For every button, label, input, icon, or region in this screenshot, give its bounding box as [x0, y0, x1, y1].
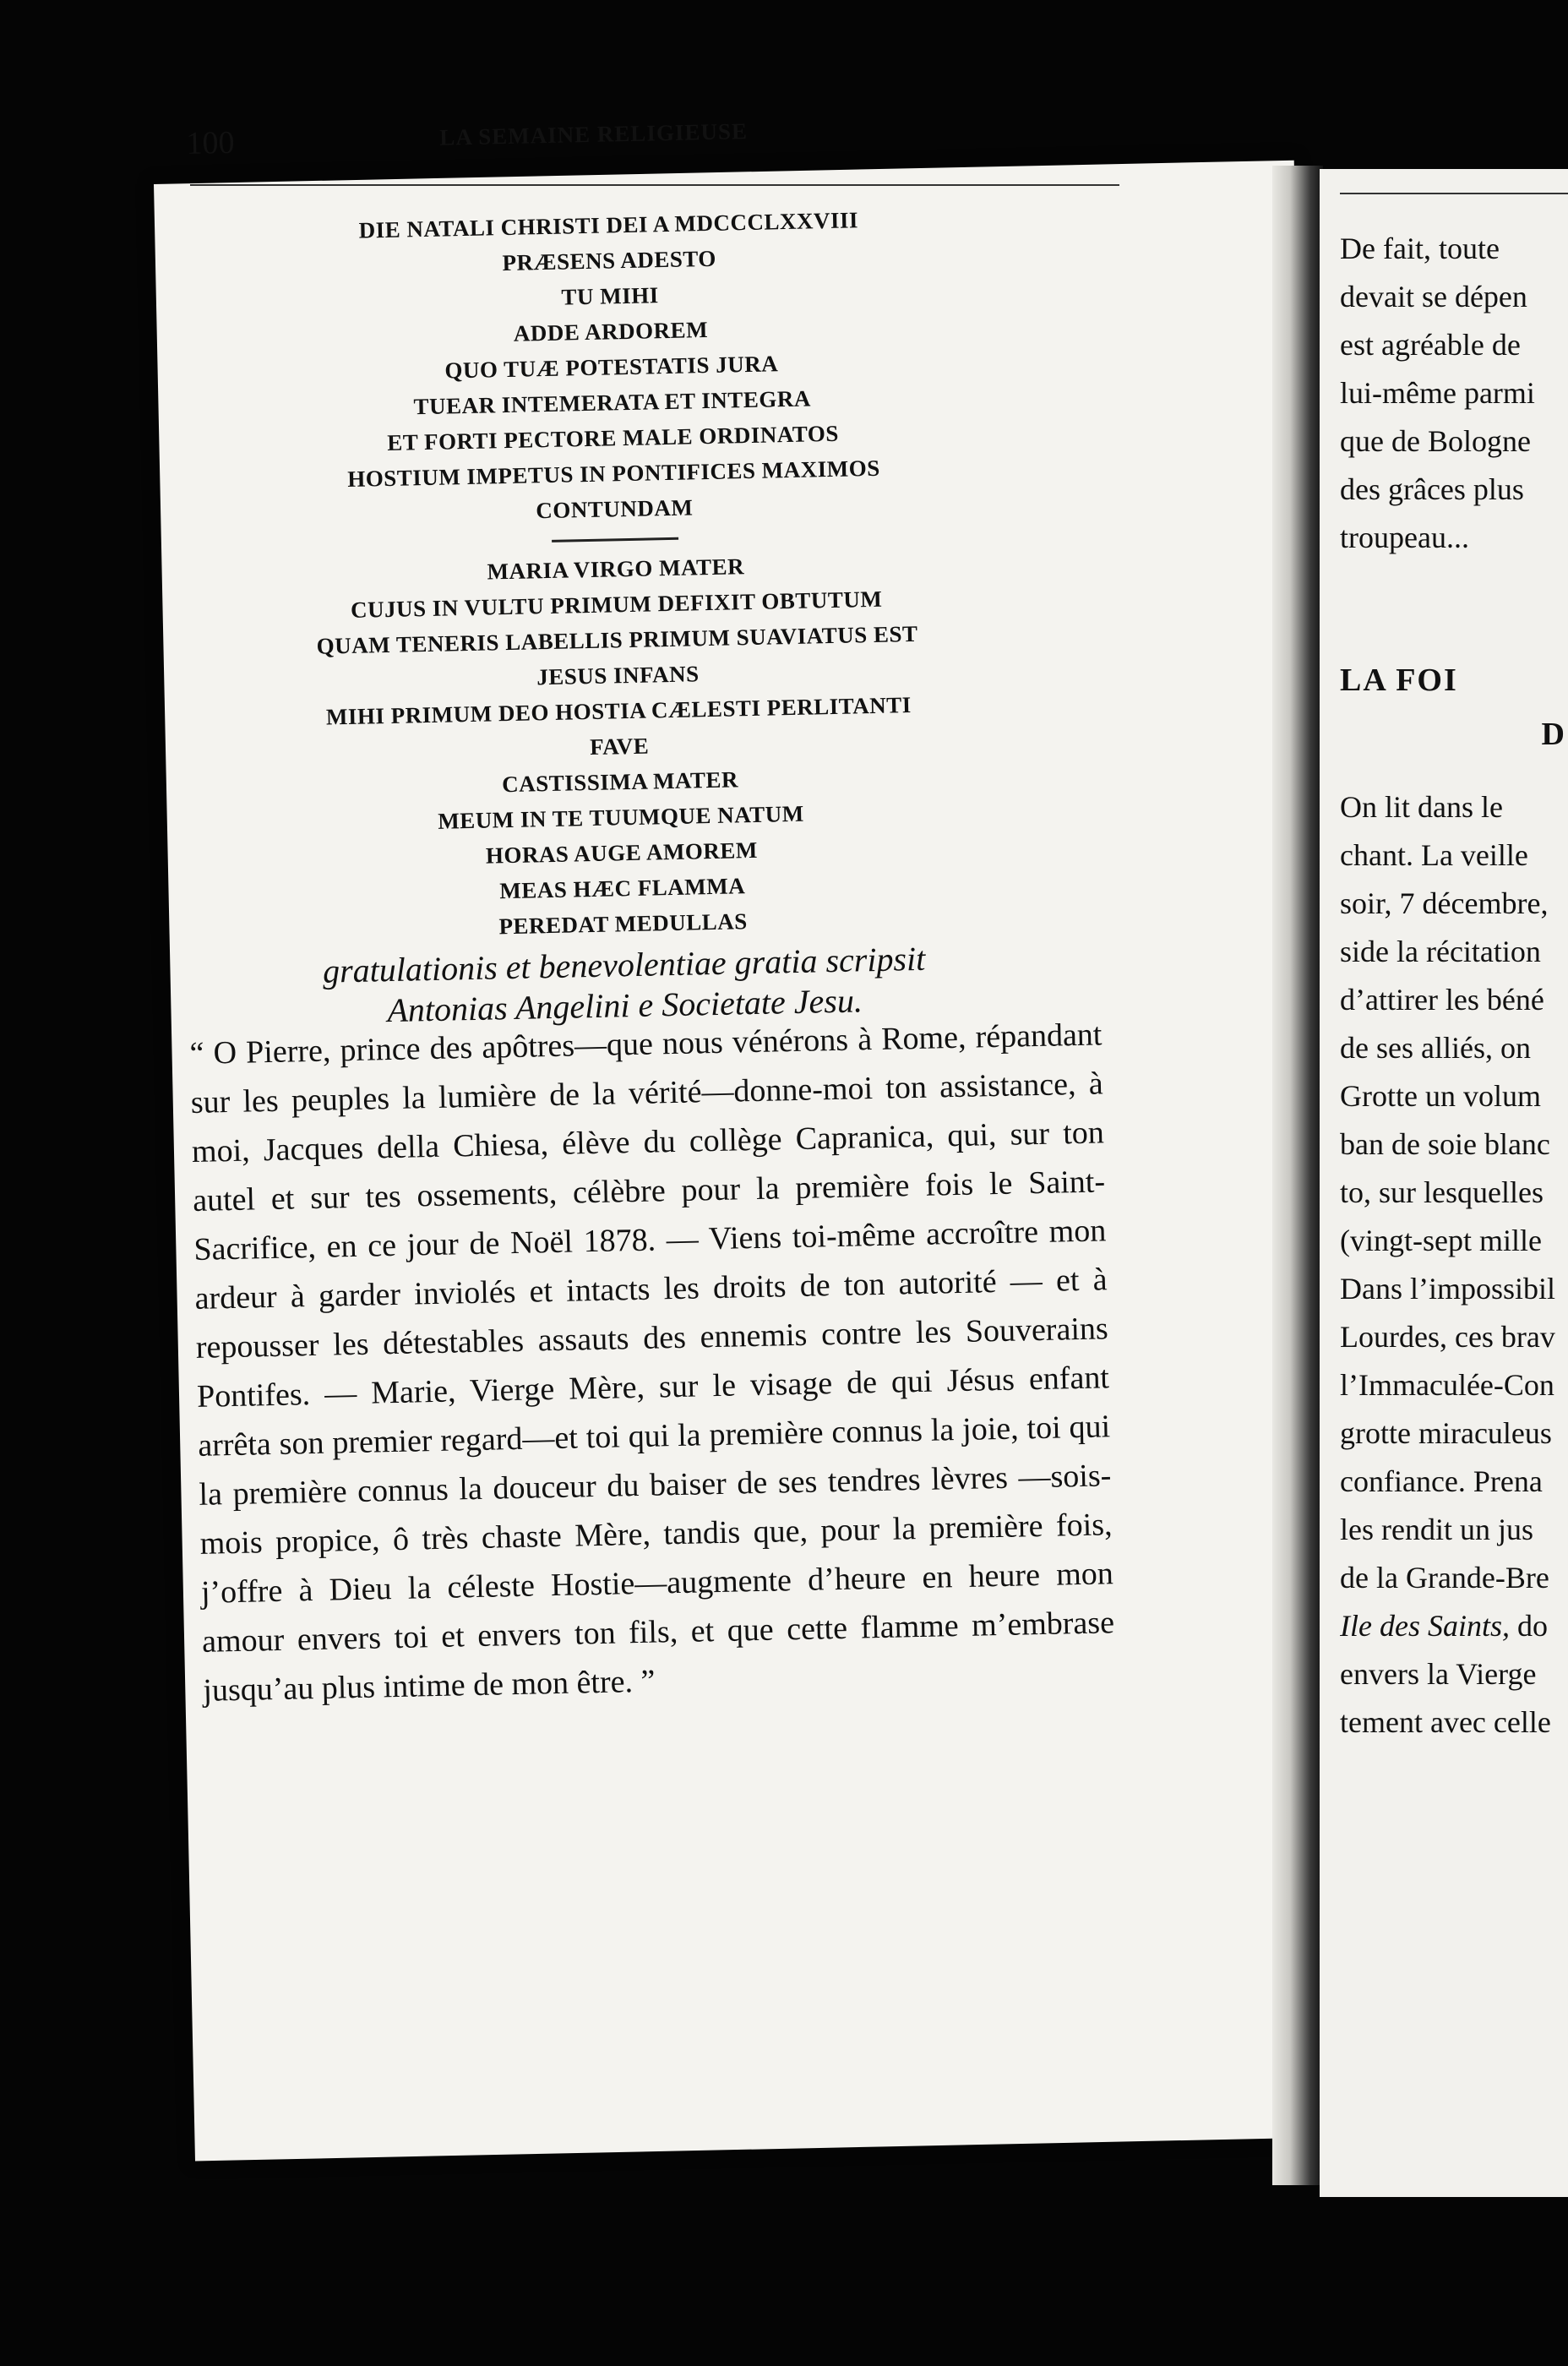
- signature-line: Antonias Angelini e Societate Jesu.: [387, 981, 863, 1030]
- right-text-line: tement avec celle: [1340, 1705, 1551, 1739]
- inscription-line: CUJUS IN VULTU PRIMUM DEFIXIT OBTUTUM: [350, 586, 883, 623]
- right-text-line: side la récitation: [1340, 935, 1541, 968]
- inscription-line: MEUM IN TE TUUMQUE NATUM: [437, 800, 805, 834]
- inscription-line: CONTUNDAM: [536, 494, 694, 524]
- right-text-line: On lit dans le: [1340, 790, 1503, 824]
- signature-line: gratulationis et benevolentiae gratia scripsit: [322, 939, 926, 990]
- right-text-line: d’attirer les béné: [1340, 983, 1544, 1017]
- right-heading: LA FOI: [1340, 662, 1458, 698]
- right-text-line: de la Grande-Bre: [1340, 1561, 1549, 1595]
- inscription-divider: [552, 537, 678, 542]
- inscription-block-1: [101, 197, 1122, 537]
- right-text-line: de ses alliés, on: [1340, 1031, 1531, 1065]
- right-text-line: grotte miraculeus: [1340, 1416, 1552, 1450]
- right-text-line: ban de soie blanc: [1340, 1127, 1550, 1161]
- inscription-line: TU MIHI: [561, 282, 659, 310]
- right-paragraph-1: [1340, 225, 1568, 562]
- inscription-block-2: [109, 541, 1130, 952]
- header-rule: [190, 184, 1119, 186]
- right-text-line: confiance. Prena: [1340, 1464, 1543, 1498]
- inscription-line: MARIA VIRGO MATER: [487, 553, 745, 585]
- inscription-line: MIHI PRIMUM DEO HOSTIA CÆLESTI PERLITANTI: [325, 692, 912, 730]
- right-text-line: troupeau...: [1340, 521, 1469, 554]
- right-heading-continued: D: [1541, 717, 1565, 752]
- inscription-line: QUAM TENERIS LABELLIS PRIMUM SUAVIATUS EST: [316, 620, 918, 659]
- right-text-line: Grotte un volum: [1340, 1079, 1541, 1113]
- inscription-line: ET FORTI PECTORE MALE ORDINATOS: [386, 420, 840, 455]
- right-text-line: chant. La veille: [1340, 838, 1528, 872]
- right-text-line: devait se dépen: [1340, 280, 1527, 313]
- inscription-line: FAVE: [589, 733, 650, 760]
- right-text-line: lui-même parmi: [1340, 376, 1535, 410]
- page-number: 100: [186, 124, 235, 161]
- page-header: [186, 106, 1116, 176]
- inscription-line: DIE NATALI CHRISTI DEI A MDCCCLXXVIII: [358, 207, 859, 243]
- right-header-rule: [1340, 193, 1568, 194]
- right-paragraph-2-end: [1340, 1650, 1568, 1747]
- inscription-line: ADDE ARDOREM: [513, 316, 709, 346]
- right-text-line: soir, 7 décembre,: [1340, 886, 1549, 920]
- running-title: LA SEMAINE RELIGIEUSE: [439, 118, 749, 150]
- right-text-line: (vingt-sept mille: [1340, 1224, 1542, 1257]
- inscription-line: PRÆSENS ADESTO: [502, 245, 717, 276]
- inscription-line: JESUS INFANS: [536, 661, 700, 690]
- right-paragraph-2: [1340, 783, 1568, 1602]
- right-page-column: [1340, 193, 1568, 1747]
- inscription-line: HORAS AUGE AMOREM: [485, 837, 759, 869]
- right-text-line: Dans l’impossibil: [1340, 1272, 1556, 1306]
- right-text-line: les rendit un jus: [1340, 1513, 1533, 1546]
- right-text-line: que de Bologne: [1340, 424, 1531, 458]
- inscription-line: MEAS HÆC FLAMMA: [498, 873, 746, 904]
- right-text-line: envers la Vierge: [1340, 1657, 1537, 1691]
- inscription-line: TUEAR INTEMERATA ET INTEGRA: [413, 385, 812, 420]
- inscription-line: QUO TUÆ POTESTATIS JURA: [444, 351, 779, 384]
- right-text-line: De fait, toute: [1340, 232, 1500, 265]
- inscription-line: HOSTIUM IMPETUS IN PONTIFICES MAXIMOS: [346, 455, 880, 492]
- right-text-line: est agréable de: [1340, 328, 1521, 362]
- right-text-line: des grâces plus: [1340, 472, 1524, 506]
- french-translation: “ O Pierre, prince des apôtres—que nous vénérons à Rome, répandant sur les peuples la lumière de la vérité—donne-moi ton assistance, à moi, Jacques della Chiesa, élève du collège Capranica, qui, sur ton autel et sur tes ossements, célèbre pour la première fois le Saint-Sacrifice, en ce jour de Noël 1878. — Viens toi-même accroître mon ardeur à garder inviolés et intacts les droits de ton autorité — et à repousser les détestables assauts des ennemis contre les Souverains Pontifes. — Marie, Vierge Mère, sur le visage de qui Jésus enfant arrêta son premier regard—et toi qui la première connus la joie, toi qui la première connus la douceur du baiser de ses tendres lèvres —sois-mois propice, ô très chaste Mère, tandis que, pour la première fois, j’offre à Dieu la céleste Hostie—augmente d’heure en heure mon amour envers toi et envers ton fils, et que cette flamme m’embrase jusqu’au plus intime de mon être. ”: [189, 1017, 1115, 1709]
- book-gutter: [1272, 166, 1323, 2185]
- right-line-italic: Ile des Saints, do: [1340, 1609, 1548, 1643]
- right-text-line: to, sur lesquelles: [1340, 1175, 1544, 1209]
- right-text-line: l’Immaculée-Con: [1340, 1368, 1554, 1402]
- inscription-line: CASTISSIMA MATER: [501, 766, 739, 798]
- latin-inscription: [101, 197, 1132, 1037]
- inscription-line: PEREDAT MEDULLAS: [498, 908, 749, 940]
- right-text-line: Lourdes, ces brav: [1340, 1320, 1555, 1354]
